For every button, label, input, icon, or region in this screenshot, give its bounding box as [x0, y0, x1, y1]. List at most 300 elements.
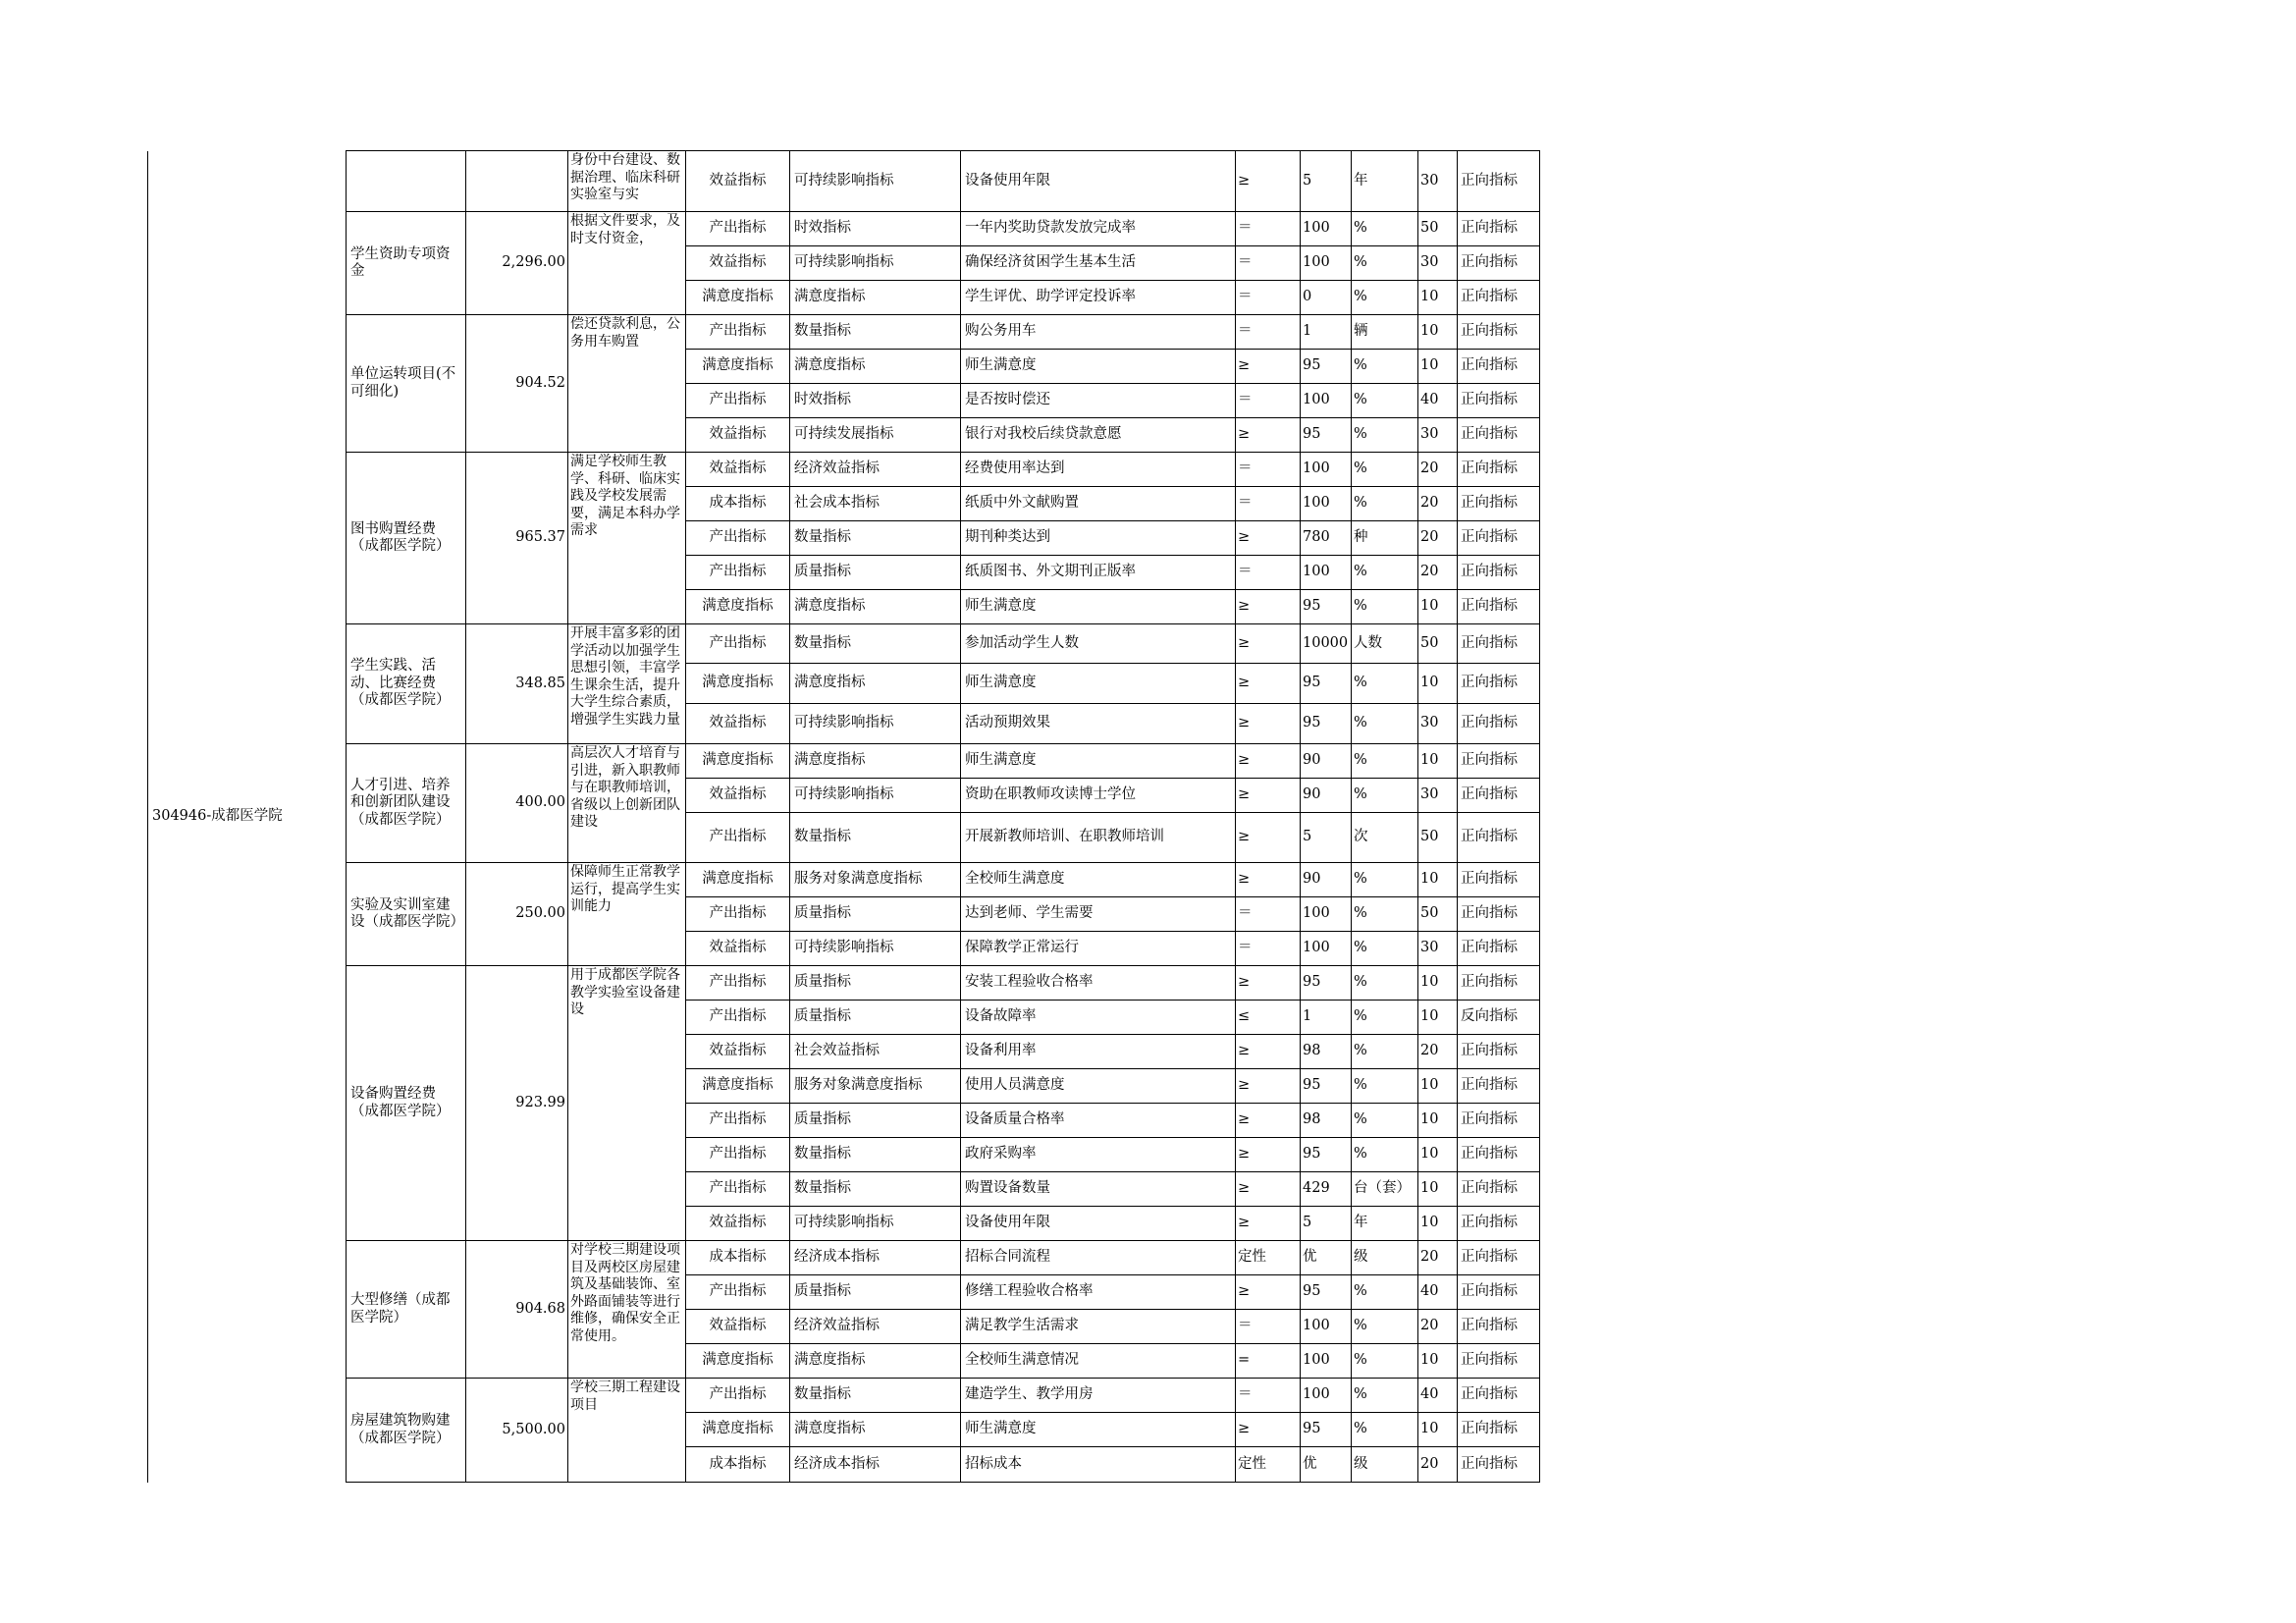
indicator-level2-cell: 满意度指标: [790, 590, 961, 624]
indicator-level1-cell: 产出指标: [686, 1275, 790, 1310]
indicator-level2-cell: 数量指标: [790, 1138, 961, 1172]
indicator-level1-cell: 效益指标: [686, 932, 790, 966]
indicator-level2-cell: 质量指标: [790, 897, 961, 932]
operator-cell: ＝: [1236, 556, 1301, 590]
target-value-cell: 100: [1301, 453, 1352, 487]
weight-cell: 10: [1418, 350, 1458, 384]
indicator-direction-cell: 正向指标: [1458, 1379, 1540, 1413]
indicator-level2-cell: 经济成本指标: [790, 1447, 961, 1483]
project-name-cell: 设备购置经费（成都医学院）: [347, 966, 466, 1241]
indicator-level3-cell: 设备使用年限: [961, 1207, 1236, 1241]
indicator-level3-cell: 达到老师、学生需要: [961, 897, 1236, 932]
weight-cell: 20: [1418, 1035, 1458, 1069]
measure-unit-cell: %: [1352, 1138, 1418, 1172]
table-row: [148, 1379, 1540, 1413]
target-value-cell: 95: [1301, 1138, 1352, 1172]
weight-cell: 10: [1418, 1344, 1458, 1379]
weight-cell: 50: [1418, 212, 1458, 246]
operator-cell: ≥: [1236, 1138, 1301, 1172]
weight-cell: 20: [1418, 453, 1458, 487]
measure-unit-cell: %: [1352, 664, 1418, 704]
operator-cell: =: [1236, 1344, 1301, 1379]
indicator-level1-cell: 效益指标: [686, 418, 790, 453]
indicator-level1-cell: 满意度指标: [686, 350, 790, 384]
indicator-level2-cell: 服务对象满意度指标: [790, 1069, 961, 1104]
project-amount-cell: 348.85: [466, 624, 568, 744]
project-name-cell: 房屋建筑物购建（成都医学院）: [347, 1379, 466, 1483]
indicator-level2-cell: 满意度指标: [790, 1344, 961, 1379]
target-value-cell: 90: [1301, 779, 1352, 813]
indicator-level2-cell: 满意度指标: [790, 350, 961, 384]
measure-unit-cell: 人数: [1352, 624, 1418, 664]
indicator-direction-cell: 正向指标: [1458, 418, 1540, 453]
target-value-cell: 100: [1301, 246, 1352, 281]
target-value-cell: 780: [1301, 521, 1352, 556]
indicator-direction-cell: 正向指标: [1458, 384, 1540, 418]
measure-unit-cell: %: [1352, 863, 1418, 897]
measure-unit-cell: %: [1352, 418, 1418, 453]
measure-unit-cell: %: [1352, 897, 1418, 932]
table-row: [148, 863, 1540, 897]
operator-cell: ＝: [1236, 384, 1301, 418]
project-goal-cell: [568, 1241, 686, 1379]
table-row: [148, 1241, 1540, 1275]
operator-cell: ≥: [1236, 590, 1301, 624]
indicator-level1-cell: 效益指标: [686, 1035, 790, 1069]
project-goal-text: 满足学校师生教学、科研、临床实践及学校发展需要，满足本科办学需求: [570, 454, 680, 538]
target-value-cell: 100: [1301, 212, 1352, 246]
measure-unit-cell: %: [1352, 384, 1418, 418]
project-name-cell: 人才引进、培养和创新团队建设（成都医学院）: [347, 744, 466, 863]
table-row: [148, 453, 1540, 487]
indicator-level1-cell: 成本指标: [686, 487, 790, 521]
indicator-level1-cell: 产出指标: [686, 556, 790, 590]
indicator-direction-cell: 正向指标: [1458, 1138, 1540, 1172]
indicator-level3-cell: 满足教学生活需求: [961, 1310, 1236, 1344]
measure-unit-cell: %: [1352, 932, 1418, 966]
weight-cell: 20: [1418, 487, 1458, 521]
indicator-level1-cell: 成本指标: [686, 1447, 790, 1483]
project-goal-text: 偿还贷款利息，公务用车购置: [570, 316, 680, 350]
operator-cell: ≥: [1236, 418, 1301, 453]
table-row: [148, 212, 1540, 246]
target-value-cell: 98: [1301, 1104, 1352, 1138]
measure-unit-cell: %: [1352, 453, 1418, 487]
operator-cell: ≥: [1236, 704, 1301, 744]
measure-unit-cell: 次: [1352, 813, 1418, 863]
target-value-cell: 100: [1301, 932, 1352, 966]
project-goal-text: 学校三期工程建设项目: [570, 1380, 680, 1413]
indicator-level2-cell: 社会效益指标: [790, 1035, 961, 1069]
operator-cell: ≥: [1236, 1069, 1301, 1104]
indicator-direction-cell: 正向指标: [1458, 1310, 1540, 1344]
indicator-level2-cell: 质量指标: [790, 1275, 961, 1310]
table-row: [148, 624, 1540, 664]
indicator-level3-cell: 银行对我校后续贷款意愿: [961, 418, 1236, 453]
indicator-level1-cell: 产出指标: [686, 966, 790, 1001]
indicator-level1-cell: 效益指标: [686, 151, 790, 212]
indicator-level2-cell: 满意度指标: [790, 281, 961, 315]
operator-cell: ≥: [1236, 1207, 1301, 1241]
operator-cell: ≥: [1236, 1104, 1301, 1138]
indicator-direction-cell: 正向指标: [1458, 556, 1540, 590]
measure-unit-cell: %: [1352, 350, 1418, 384]
operator-cell: ≥: [1236, 744, 1301, 779]
measure-unit-cell: %: [1352, 1379, 1418, 1413]
weight-cell: 10: [1418, 1001, 1458, 1035]
project-name-cell: 图书购置经费（成都医学院）: [347, 453, 466, 624]
indicator-direction-cell: 正向指标: [1458, 315, 1540, 350]
measure-unit-cell: 年: [1352, 1207, 1418, 1241]
measure-unit-cell: %: [1352, 966, 1418, 1001]
indicator-level3-cell: 师生满意度: [961, 744, 1236, 779]
measure-unit-cell: %: [1352, 744, 1418, 779]
indicator-level3-cell: 建造学生、教学用房: [961, 1379, 1236, 1413]
indicator-direction-cell: 正向指标: [1458, 1413, 1540, 1447]
measure-unit-cell: %: [1352, 556, 1418, 590]
weight-cell: 10: [1418, 1413, 1458, 1447]
project-goal-cell: [568, 212, 686, 315]
table-row: [148, 151, 1540, 212]
operator-cell: ≥: [1236, 1413, 1301, 1447]
measure-unit-cell: %: [1352, 704, 1418, 744]
target-value-cell: 429: [1301, 1172, 1352, 1207]
indicator-level3-cell: 招标合同流程: [961, 1241, 1236, 1275]
operator-cell: ≤: [1236, 1001, 1301, 1035]
indicator-direction-cell: 正向指标: [1458, 779, 1540, 813]
indicator-level1-cell: 产出指标: [686, 1138, 790, 1172]
target-value-cell: 5: [1301, 1207, 1352, 1241]
operator-cell: ＝: [1236, 246, 1301, 281]
indicator-direction-cell: 正向指标: [1458, 932, 1540, 966]
target-value-cell: 90: [1301, 744, 1352, 779]
weight-cell: 10: [1418, 744, 1458, 779]
indicator-direction-cell: 正向指标: [1458, 1035, 1540, 1069]
indicator-level3-cell: 安装工程验收合格率: [961, 966, 1236, 1001]
indicator-direction-cell: 正向指标: [1458, 704, 1540, 744]
indicator-level3-cell: 开展新教师培训、在职教师培训: [961, 813, 1236, 863]
project-goal-cell: [568, 966, 686, 1241]
indicator-level1-cell: 产出指标: [686, 897, 790, 932]
project-goal-cell: [568, 453, 686, 624]
indicator-direction-cell: 正向指标: [1458, 521, 1540, 556]
operator-cell: ≥: [1236, 966, 1301, 1001]
indicator-level1-cell: 效益指标: [686, 246, 790, 281]
target-value-cell: 100: [1301, 1379, 1352, 1413]
project-name-cell: 学生资助专项资金: [347, 212, 466, 315]
indicator-level2-cell: 质量指标: [790, 556, 961, 590]
indicator-level1-cell: 效益指标: [686, 779, 790, 813]
indicator-level3-cell: 师生满意度: [961, 1413, 1236, 1447]
measure-unit-cell: %: [1352, 1001, 1418, 1035]
indicator-level2-cell: 满意度指标: [790, 664, 961, 704]
table-row: [148, 966, 1540, 1001]
operator-cell: ＝: [1236, 932, 1301, 966]
project-name-cell: 单位运转项目(不可细化): [347, 315, 466, 453]
operator-cell: ≥: [1236, 521, 1301, 556]
indicator-direction-cell: 正向指标: [1458, 897, 1540, 932]
target-value-cell: 5: [1301, 151, 1352, 212]
indicator-level2-cell: 数量指标: [790, 315, 961, 350]
indicator-level1-cell: 产出指标: [686, 624, 790, 664]
weight-cell: 10: [1418, 281, 1458, 315]
project-goal-cell: [568, 315, 686, 453]
measure-unit-cell: %: [1352, 1069, 1418, 1104]
indicator-level3-cell: 确保经济贫困学生基本生活: [961, 246, 1236, 281]
target-value-cell: 100: [1301, 897, 1352, 932]
indicator-direction-cell: 正向指标: [1458, 350, 1540, 384]
indicator-direction-cell: 正向指标: [1458, 863, 1540, 897]
indicator-level2-cell: 数量指标: [790, 624, 961, 664]
project-name-cell: 实验及实训室建设（成都医学院）: [347, 863, 466, 966]
indicator-direction-cell: 正向指标: [1458, 624, 1540, 664]
indicator-direction-cell: 正向指标: [1458, 487, 1540, 521]
indicator-level3-cell: 修缮工程验收合格率: [961, 1275, 1236, 1310]
indicator-direction-cell: 正向指标: [1458, 1207, 1540, 1241]
measure-unit-cell: %: [1352, 487, 1418, 521]
indicator-level1-cell: 效益指标: [686, 1310, 790, 1344]
operator-cell: ≥: [1236, 624, 1301, 664]
project-amount-cell: 2,296.00: [466, 212, 568, 315]
operator-cell: ＝: [1236, 453, 1301, 487]
operator-cell: ＝: [1236, 1310, 1301, 1344]
weight-cell: 30: [1418, 418, 1458, 453]
project-goal-text: 对学校三期建设项目及两校区房屋建筑及基础装饰、室外路面铺装等进行维修，确保安全正常使用。: [570, 1242, 680, 1344]
indicator-level3-cell: 招标成本: [961, 1447, 1236, 1483]
project-name-cell: 学生实践、活动、比赛经费（成都医学院）: [347, 624, 466, 744]
indicator-level1-cell: 产出指标: [686, 1104, 790, 1138]
indicator-level3-cell: 使用人员满意度: [961, 1069, 1236, 1104]
operator-cell: ≥: [1236, 350, 1301, 384]
indicator-level3-cell: 购置设备数量: [961, 1172, 1236, 1207]
project-goal-text: 高层次人才培育与引进，新入职教师与在职教师培训，省级以上创新团队建设: [570, 745, 680, 830]
operator-cell: ＝: [1236, 281, 1301, 315]
target-value-cell: 95: [1301, 1069, 1352, 1104]
measure-unit-cell: %: [1352, 246, 1418, 281]
measure-unit-cell: %: [1352, 1310, 1418, 1344]
indicator-level3-cell: 设备质量合格率: [961, 1104, 1236, 1138]
project-amount-cell: [466, 151, 568, 212]
project-amount-cell: 400.00: [466, 744, 568, 863]
indicator-direction-cell: 正向指标: [1458, 813, 1540, 863]
indicator-direction-cell: 正向指标: [1458, 1069, 1540, 1104]
indicator-level2-cell: 满意度指标: [790, 1413, 961, 1447]
weight-cell: 20: [1418, 556, 1458, 590]
project-amount-cell: 923.99: [466, 966, 568, 1241]
indicator-level2-cell: 服务对象满意度指标: [790, 863, 961, 897]
indicator-direction-cell: 正向指标: [1458, 590, 1540, 624]
indicator-direction-cell: 正向指标: [1458, 281, 1540, 315]
indicator-level3-cell: 保障教学正常运行: [961, 932, 1236, 966]
indicator-level2-cell: 可持续影响指标: [790, 932, 961, 966]
target-value-cell: 优: [1301, 1447, 1352, 1483]
project-goal-cell: [568, 744, 686, 863]
project-goal-text: 保障师生正常教学运行，提高学生实训能力: [570, 864, 680, 914]
weight-cell: 10: [1418, 1138, 1458, 1172]
indicator-level2-cell: 可持续影响指标: [790, 246, 961, 281]
indicator-level1-cell: 成本指标: [686, 1241, 790, 1275]
measure-unit-cell: %: [1352, 1413, 1418, 1447]
indicator-direction-cell: 正向指标: [1458, 453, 1540, 487]
indicator-level2-cell: 数量指标: [790, 1172, 961, 1207]
target-value-cell: 100: [1301, 556, 1352, 590]
weight-cell: 30: [1418, 151, 1458, 212]
indicator-level1-cell: 满意度指标: [686, 1069, 790, 1104]
measure-unit-cell: 台（套）: [1352, 1172, 1418, 1207]
measure-unit-cell: %: [1352, 779, 1418, 813]
indicator-level3-cell: 全校师生满意情况: [961, 1344, 1236, 1379]
project-amount-cell: 904.68: [466, 1241, 568, 1379]
weight-cell: 20: [1418, 1241, 1458, 1275]
target-value-cell: 95: [1301, 1413, 1352, 1447]
operator-cell: ≥: [1236, 813, 1301, 863]
indicator-direction-cell: 正向指标: [1458, 966, 1540, 1001]
indicator-level2-cell: 经济成本指标: [790, 1241, 961, 1275]
operator-cell: ≥: [1236, 1172, 1301, 1207]
measure-unit-cell: %: [1352, 590, 1418, 624]
indicator-direction-cell: 正向指标: [1458, 1104, 1540, 1138]
indicator-level3-cell: 政府采购率: [961, 1138, 1236, 1172]
indicator-direction-cell: 正向指标: [1458, 744, 1540, 779]
indicator-level2-cell: 可持续影响指标: [790, 151, 961, 212]
target-value-cell: 95: [1301, 1275, 1352, 1310]
table-row: [148, 315, 1540, 350]
indicator-level1-cell: 产出指标: [686, 1172, 790, 1207]
measure-unit-cell: 种: [1352, 521, 1418, 556]
target-value-cell: 100: [1301, 1344, 1352, 1379]
indicator-level2-cell: 数量指标: [790, 521, 961, 556]
indicator-level2-cell: 可持续影响指标: [790, 1207, 961, 1241]
indicator-level3-cell: 设备故障率: [961, 1001, 1236, 1035]
indicator-level3-cell: 参加活动学生人数: [961, 624, 1236, 664]
weight-cell: 10: [1418, 966, 1458, 1001]
indicator-direction-cell: 正向指标: [1458, 1447, 1540, 1483]
indicator-level1-cell: 产出指标: [686, 315, 790, 350]
measure-unit-cell: %: [1352, 212, 1418, 246]
project-goal-text: 身份中台建设、数据治理、临床科研实验室与实: [570, 152, 680, 202]
operator-cell: ≥: [1236, 863, 1301, 897]
weight-cell: 40: [1418, 1379, 1458, 1413]
indicator-level2-cell: 时效指标: [790, 212, 961, 246]
table-row: [148, 744, 1540, 779]
indicator-level2-cell: 数量指标: [790, 813, 961, 863]
weight-cell: 30: [1418, 932, 1458, 966]
indicator-direction-cell: 反向指标: [1458, 1001, 1540, 1035]
indicator-level1-cell: 满意度指标: [686, 1413, 790, 1447]
measure-unit-cell: %: [1352, 1104, 1418, 1138]
project-amount-cell: 904.52: [466, 315, 568, 453]
indicator-level1-cell: 效益指标: [686, 704, 790, 744]
indicator-level3-cell: 纸质中外文献购置: [961, 487, 1236, 521]
indicator-level3-cell: 是否按时偿还: [961, 384, 1236, 418]
weight-cell: 10: [1418, 315, 1458, 350]
weight-cell: 30: [1418, 246, 1458, 281]
target-value-cell: 95: [1301, 966, 1352, 1001]
indicator-level3-cell: 设备使用年限: [961, 151, 1236, 212]
project-amount-cell: 250.00: [466, 863, 568, 966]
operator-cell: 定性: [1236, 1447, 1301, 1483]
indicator-level1-cell: 满意度指标: [686, 664, 790, 704]
target-value-cell: 95: [1301, 590, 1352, 624]
target-value-cell: 98: [1301, 1035, 1352, 1069]
operator-cell: ＝: [1236, 315, 1301, 350]
indicator-level1-cell: 产出指标: [686, 813, 790, 863]
weight-cell: 10: [1418, 1104, 1458, 1138]
indicator-level1-cell: 效益指标: [686, 1207, 790, 1241]
measure-unit-cell: %: [1352, 1344, 1418, 1379]
measure-unit-cell: %: [1352, 1035, 1418, 1069]
measure-unit-cell: 级: [1352, 1447, 1418, 1483]
indicator-level3-cell: 活动预期效果: [961, 704, 1236, 744]
measure-unit-cell: 辆: [1352, 315, 1418, 350]
target-value-cell: 1: [1301, 315, 1352, 350]
indicator-level3-cell: 购公务用车: [961, 315, 1236, 350]
target-value-cell: 100: [1301, 487, 1352, 521]
weight-cell: 30: [1418, 704, 1458, 744]
project-goal-cell: [568, 1379, 686, 1483]
indicator-level1-cell: 产出指标: [686, 1379, 790, 1413]
weight-cell: 30: [1418, 779, 1458, 813]
indicator-level3-cell: 学生评优、助学评定投诉率: [961, 281, 1236, 315]
project-name-cell: [347, 151, 466, 212]
project-amount-cell: 965.37: [466, 453, 568, 624]
weight-cell: 10: [1418, 1172, 1458, 1207]
indicator-level2-cell: 时效指标: [790, 384, 961, 418]
indicator-level3-cell: 一年内奖助贷款发放完成率: [961, 212, 1236, 246]
operator-cell: ≥: [1236, 1275, 1301, 1310]
weight-cell: 20: [1418, 1447, 1458, 1483]
weight-cell: 10: [1418, 664, 1458, 704]
indicator-direction-cell: 正向指标: [1458, 1275, 1540, 1310]
project-goal-text: 用于成都医学院各教学实验室设备建设: [570, 967, 680, 1017]
indicator-level2-cell: 质量指标: [790, 1001, 961, 1035]
indicator-level2-cell: 质量指标: [790, 1104, 961, 1138]
measure-unit-cell: 年: [1352, 151, 1418, 212]
weight-cell: 50: [1418, 624, 1458, 664]
target-value-cell: 100: [1301, 384, 1352, 418]
indicator-direction-cell: 正向指标: [1458, 1344, 1540, 1379]
weight-cell: 10: [1418, 863, 1458, 897]
indicator-direction-cell: 正向指标: [1458, 1172, 1540, 1207]
project-goal-cell: [568, 151, 686, 212]
project-goal-cell: [568, 624, 686, 744]
weight-cell: 20: [1418, 1310, 1458, 1344]
target-value-cell: 95: [1301, 704, 1352, 744]
indicator-level2-cell: 社会成本指标: [790, 487, 961, 521]
weight-cell: 50: [1418, 813, 1458, 863]
indicator-direction-cell: 正向指标: [1458, 246, 1540, 281]
operator-cell: ≥: [1236, 151, 1301, 212]
indicator-level3-cell: 全校师生满意度: [961, 863, 1236, 897]
weight-cell: 20: [1418, 521, 1458, 556]
project-goal-cell: [568, 863, 686, 966]
target-value-cell: 95: [1301, 350, 1352, 384]
target-value-cell: 1: [1301, 1001, 1352, 1035]
operator-cell: ＝: [1236, 212, 1301, 246]
indicator-level3-cell: 设备利用率: [961, 1035, 1236, 1069]
indicator-level3-cell: 资助在职教师攻读博士学位: [961, 779, 1236, 813]
operator-cell: 定性: [1236, 1241, 1301, 1275]
project-amount-cell: 5,500.00: [466, 1379, 568, 1483]
indicator-level3-cell: 师生满意度: [961, 590, 1236, 624]
weight-cell: 10: [1418, 1207, 1458, 1241]
operator-cell: ＝: [1236, 487, 1301, 521]
indicator-level2-cell: 可持续影响指标: [790, 779, 961, 813]
indicator-level1-cell: 满意度指标: [686, 863, 790, 897]
target-value-cell: 5: [1301, 813, 1352, 863]
indicator-level3-cell: 经费使用率达到: [961, 453, 1236, 487]
indicator-level2-cell: 经济效益指标: [790, 1310, 961, 1344]
